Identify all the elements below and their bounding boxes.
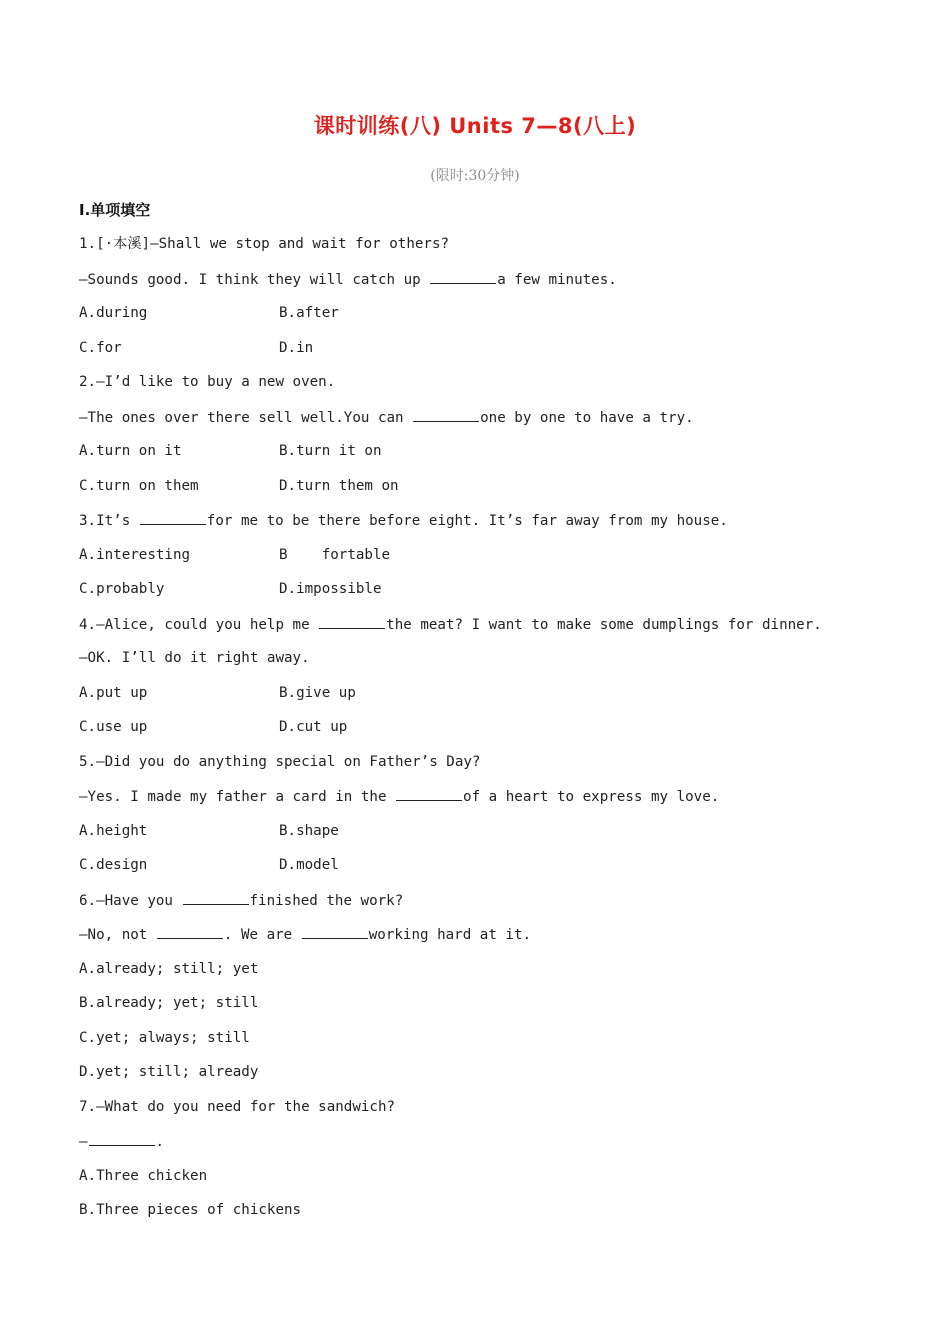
option-b[interactable]: B.shape	[279, 823, 339, 839]
time-limit: (限时:30分钟)	[430, 168, 520, 184]
option-b[interactable]: B.turn it on	[279, 443, 382, 459]
option-d[interactable]: D.model	[279, 857, 339, 873]
question-2-stem: 2.—I’d like to buy a new oven.	[79, 374, 336, 390]
answer-blank[interactable]	[430, 269, 496, 284]
answer-blank[interactable]	[157, 924, 223, 939]
option-a[interactable]: A.height	[79, 823, 148, 839]
answer-blank[interactable]	[396, 786, 462, 801]
option-c[interactable]: C.turn on them	[79, 478, 199, 494]
question-7-option-b[interactable]: B.Three pieces of chickens	[79, 1202, 302, 1218]
question-7-option-a[interactable]: A.Three chicken	[79, 1168, 208, 1184]
option-a[interactable]: A.turn on it	[79, 443, 182, 459]
option-d[interactable]: D.turn them on	[279, 478, 399, 494]
option-a[interactable]: A.during	[79, 305, 148, 321]
answer-blank[interactable]	[302, 924, 368, 939]
answer-blank[interactable]	[183, 890, 249, 905]
option-a[interactable]: A.interesting	[79, 547, 191, 563]
question-3-options-row-1	[79, 545, 391, 565]
option-c[interactable]: C.use up	[79, 719, 148, 735]
question-5-reply: —Yes. I made my father a card in the of a heart to express my love.	[79, 786, 719, 807]
question-6-option-b[interactable]: B.already; yet; still	[79, 995, 259, 1011]
question-6-reply: —No, not . We are working hard at it.	[79, 924, 531, 945]
section-heading: Ⅰ.单项填空	[79, 201, 151, 219]
question-1-options-row-2	[79, 338, 314, 358]
question-2-options-row-2	[79, 476, 399, 496]
question-7-stem: 7.—What do you need for the sandwich?	[79, 1099, 396, 1115]
option-d[interactable]: D.cut up	[279, 719, 348, 735]
question-2-options-row-1	[79, 441, 382, 461]
question-4-reply: —OK. I’ll do it right away.	[79, 650, 310, 666]
answer-blank[interactable]	[413, 407, 479, 422]
page-title: 课时训练(八) Units 7—8(八上)	[313, 114, 637, 138]
question-4-stem: 4.—Alice, could you help me the meat? I want to make some dumplings for dinner.	[79, 614, 822, 635]
option-c[interactable]: C.probably	[79, 581, 165, 597]
question-6-option-c[interactable]: C.yet; always; still	[79, 1030, 250, 1046]
answer-blank[interactable]	[140, 510, 206, 525]
option-b[interactable]: B fortable	[279, 547, 391, 563]
question-4-options-row-2	[79, 717, 348, 737]
question-5-options-row-1	[79, 821, 339, 841]
question-3-options-row-2	[79, 579, 382, 599]
question-6-stem: 6.—Have you finished the work?	[79, 890, 403, 911]
question-7-reply: — .	[79, 1131, 164, 1152]
option-c[interactable]: C.design	[79, 857, 148, 873]
option-d[interactable]: D.in	[279, 340, 314, 356]
answer-blank[interactable]	[89, 1131, 155, 1146]
question-6-option-a[interactable]: A.already; still; yet	[79, 961, 259, 977]
option-b[interactable]: B.give up	[279, 685, 356, 701]
option-d[interactable]: D.impossible	[279, 581, 382, 597]
question-1-stem: 1.[·本溪]—Shall we stop and wait for others?	[79, 236, 450, 252]
question-1-options-row-1	[79, 303, 339, 323]
question-2-reply: —The ones over there sell well.You can one by one to have a try.	[79, 407, 694, 428]
question-5-options-row-2	[79, 855, 339, 875]
question-3-stem: 3.It’s for me to be there before eight. It’s far away from my house.	[79, 510, 728, 531]
question-6-option-d[interactable]: D.yet; still; already	[79, 1064, 259, 1080]
question-4-options-row-1	[79, 683, 356, 703]
option-b[interactable]: B.after	[279, 305, 339, 321]
answer-blank[interactable]	[319, 614, 385, 629]
option-c[interactable]: C.for	[79, 340, 122, 356]
question-5-stem: 5.—Did you do anything special on Father’s Day?	[79, 754, 481, 770]
option-a[interactable]: A.put up	[79, 685, 148, 701]
question-1-reply: —Sounds good. I think they will catch up a few minutes.	[79, 269, 617, 290]
